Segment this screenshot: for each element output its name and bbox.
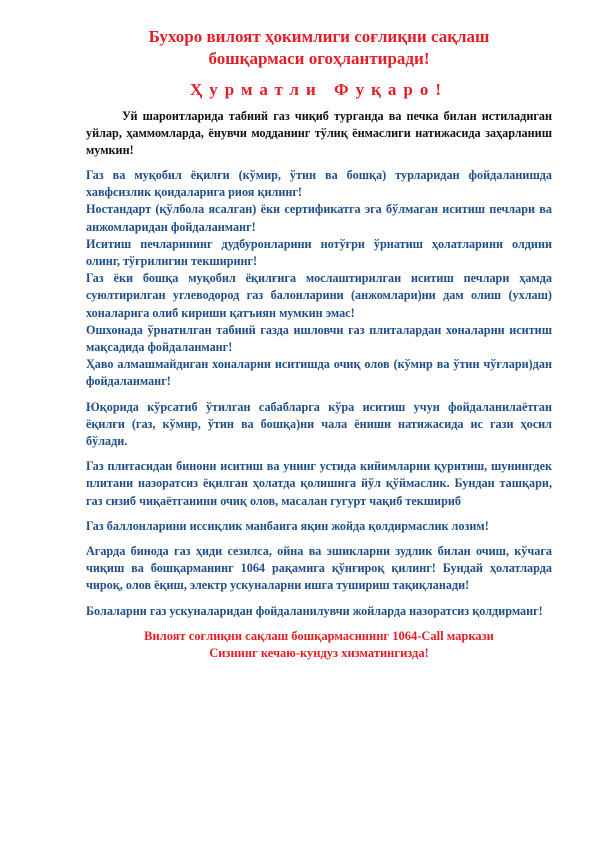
safety-rule-5: Ошхонада ўрнатилган табиий газда ишловчи газ плиталардан хоналарни иситиш мақсадида фойдаланманг!	[86, 322, 552, 355]
safety-rule-4: Газ ёки бошқа муқобил ёқилғига мослаштирилган иситиш печлари ҳамда суюлтирилган углеводород газ балонларини (анжомлари)ни дам олиш (ухлаш) хоналарига олиб кириши қатъиян мумкин эмас!	[86, 271, 552, 320]
safety-rule-3: Иситиш печларининг дудбуронларини нотўғри ўрнатиш ҳолатларини олдини олинг, тўғрилигин текширинг!	[86, 236, 552, 269]
title-line-2: бошқармаси огоҳлантиради!	[208, 49, 430, 68]
warning-paragraph-1: Юқорида кўрсатиб ўтилган сабабларга кўра иситиш учун фойдаланилаётган ёқилғи (газ, кўмир, ўтин ва бошқа)ни чала ёниши натижасида ис гази ҳосил бўлади.	[86, 399, 552, 449]
warning-paragraph-5: Болаларни газ ускуналаридан фойдаланилувчи жойларда назоратсиз қолдирманг!	[86, 603, 543, 618]
footer-line-1: Вилоят соғлиқни сақлаш бошқармасининг 1064-Call маркази	[144, 628, 494, 643]
warning-paragraph-4: Агарда бинода газ ҳиди сезилса, ойна ва эшикларни зудлик билан очиш, кўчага чиқиш ва бошқарманинг 1064 рақамига қўнғироқ қилинг! Бундай ҳолатларда чироқ, олов ёқиш, электр ускуналарни ишга тушириш тақиқланади!	[86, 544, 552, 593]
intro-paragraph: Уй шароитларида табиий газ чиқиб турганда ва печка билан истиладиган уйлар, ҳаммомларда, ёнувчи модданинг тўлиқ ёнмаслиги натижасида заҳарланиш мумкин!	[86, 109, 552, 157]
title-line-1: Бухоро вилоят ҳокимлиги соғлиқни сақлаш	[148, 27, 490, 46]
footer-callcenter	[86, 628, 552, 662]
document-title	[86, 26, 552, 70]
warning-paragraph-2: Газ плитасидан бинони иситиш ва унинг устида кийимларни қуритиш, шунингдек плитани назоратсиз ёқилган ҳолатда қолишига йўл қўймаслик. Бундан ташқари, газ сизиб чиқаётганини очиқ олов, масалан гугурт чақиб текшириб	[86, 459, 552, 508]
warning-paragraph-3: Газ баллонларини иссиқлик манбаига яқин жойда қолдирмаслик лозим!	[86, 518, 489, 533]
safety-rule-2: Ностандарт (қўлбола ясалган) ёки сертификатга эга бўлмаган иситиш печлари ва анжомларидан фойдаланманг!	[86, 202, 552, 234]
footer-line-2: Сизнинг кечаю-кундуз хизматингизда!	[209, 645, 429, 660]
safety-rule-6: Ҳаво алмашмайдиган хоналарни иситишда очиқ олов (кўмир ва ўтин чўғлари)дан фойдаланманг!	[86, 357, 552, 389]
safety-rule-1: Газ ва муқобил ёқилғи (кўмир, ўтин ва бошқа) турларидан фойдаланишда хавфсизлик қоидаларига риоя қилинг!	[86, 168, 552, 200]
salutation-heading: Ҳурматли Фуқаро!	[189, 80, 449, 99]
